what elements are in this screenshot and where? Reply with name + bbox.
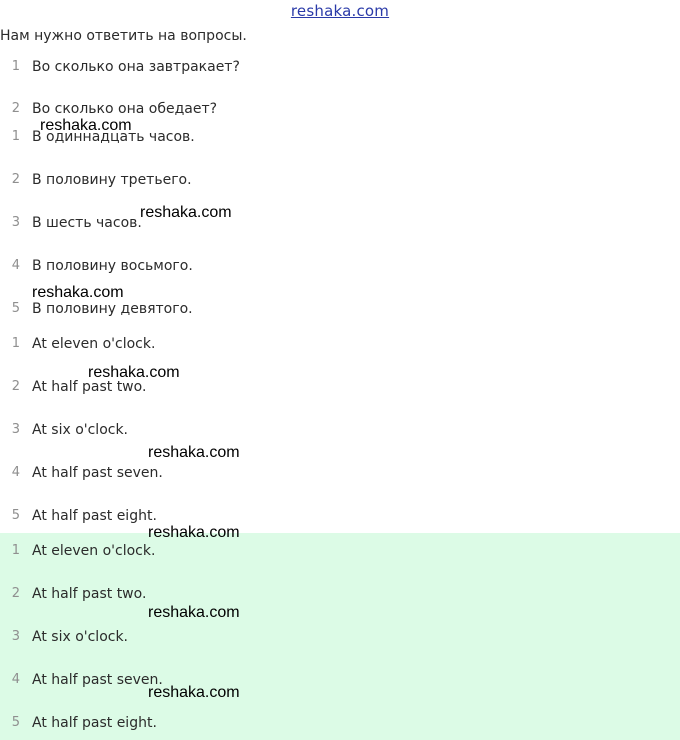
item-text: В одиннадцать часов. bbox=[32, 129, 195, 145]
site-header-link[interactable]: reshaka.com bbox=[290, 2, 390, 20]
item-number: 5 bbox=[11, 715, 20, 730]
item-text: At half past eight. bbox=[32, 508, 157, 524]
item-number: 3 bbox=[11, 629, 20, 644]
item-text: В шесть часов. bbox=[32, 215, 142, 231]
item-number: 1 bbox=[11, 336, 20, 351]
item-number: 2 bbox=[11, 586, 20, 601]
watermark: reshaka.com bbox=[88, 364, 180, 381]
watermark: reshaka.com bbox=[148, 524, 240, 541]
item-text: Во сколько она завтракает? bbox=[32, 59, 240, 75]
item-number: 2 bbox=[11, 172, 20, 187]
item-text: At half past eight. bbox=[32, 715, 157, 731]
item-number: 5 bbox=[11, 508, 20, 523]
item-text: Во сколько она обедает? bbox=[32, 101, 218, 117]
item-number: 1 bbox=[11, 129, 20, 144]
item-text: At eleven o'clock. bbox=[32, 543, 156, 559]
watermark: reshaka.com bbox=[148, 444, 240, 461]
item-number: 5 bbox=[11, 301, 20, 316]
item-number: 4 bbox=[11, 258, 20, 273]
item-number: 1 bbox=[11, 59, 20, 74]
item-number: 4 bbox=[11, 672, 20, 687]
item-text: At half past two. bbox=[32, 379, 147, 395]
watermark: reshaka.com bbox=[148, 684, 240, 701]
item-text: At half past two. bbox=[32, 586, 147, 602]
intro-text: Нам нужно ответить на вопросы. bbox=[0, 28, 247, 44]
item-text: At six o'clock. bbox=[32, 629, 129, 645]
item-text: At half past seven. bbox=[32, 465, 163, 481]
item-number: 2 bbox=[11, 379, 20, 394]
watermark: reshaka.com bbox=[32, 284, 124, 301]
item-text: At eleven o'clock. bbox=[32, 336, 156, 352]
item-text: В половину третьего. bbox=[32, 172, 192, 188]
item-text: В половину девятого. bbox=[32, 301, 193, 317]
watermark: reshaka.com bbox=[40, 117, 132, 134]
item-number: 2 bbox=[11, 101, 20, 116]
item-text: В половину восьмого. bbox=[32, 258, 193, 274]
watermark: reshaka.com bbox=[148, 604, 240, 621]
item-text: At six o'clock. bbox=[32, 422, 129, 438]
item-number: 4 bbox=[11, 465, 20, 480]
item-text: At half past seven. bbox=[32, 672, 163, 688]
watermark: reshaka.com bbox=[140, 204, 232, 221]
item-number: 3 bbox=[11, 422, 20, 437]
item-number: 3 bbox=[11, 215, 20, 230]
item-number: 1 bbox=[11, 543, 20, 558]
